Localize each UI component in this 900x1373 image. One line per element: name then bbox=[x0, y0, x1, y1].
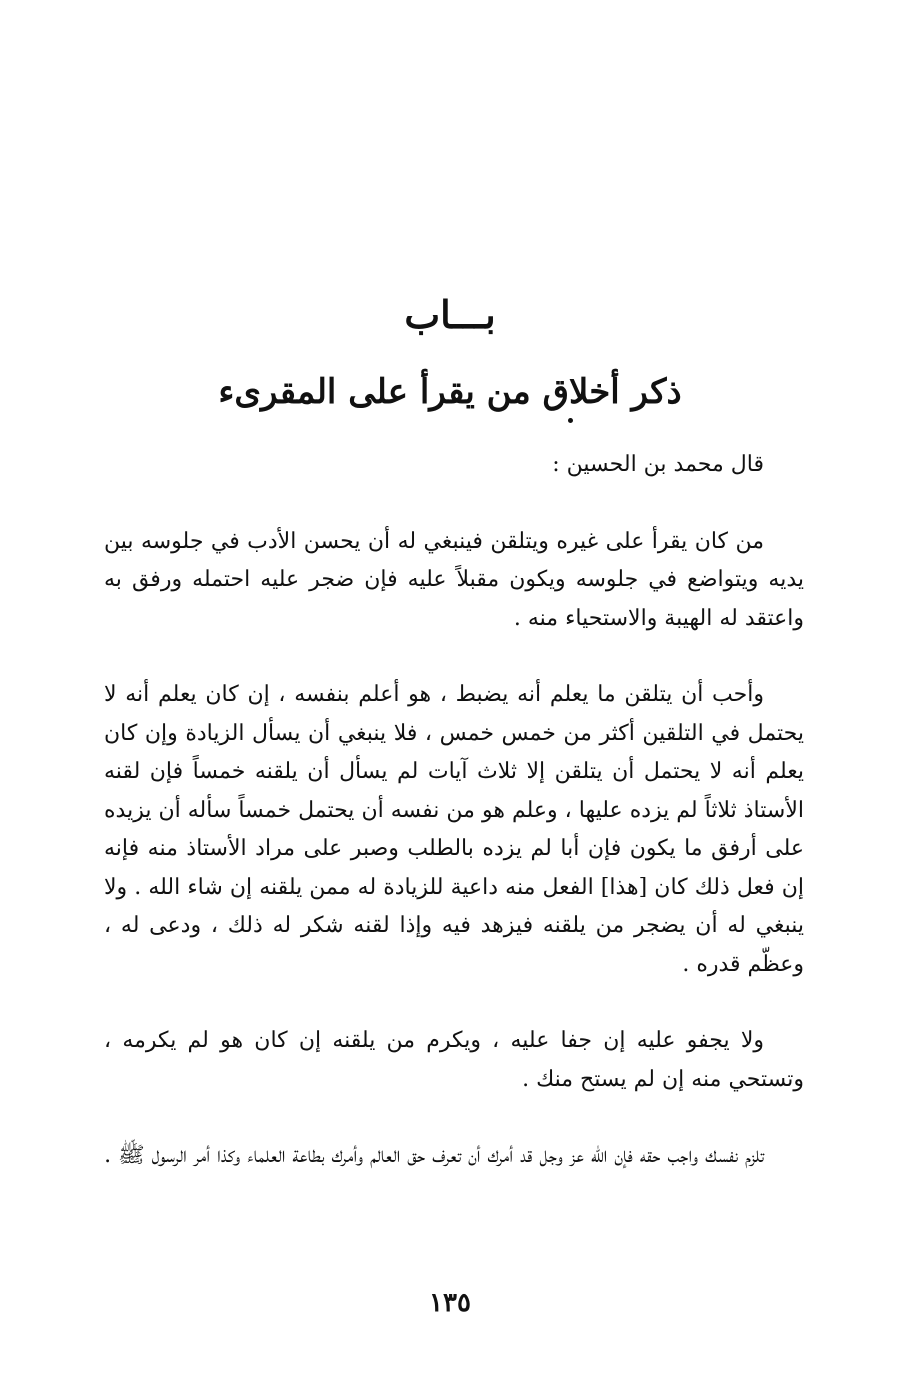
chapter-label: بـــاب bbox=[404, 292, 496, 337]
narrator-intro: قال محمد بن الحسين : bbox=[552, 452, 764, 477]
title-ornament-dot bbox=[568, 418, 573, 423]
paragraph-2: وأحب أن يتلقن ما يعلم أنه يضبط ، هو أعلم بنفسه ، إن كان يعلم أنه لا يحتمل في التلقين أكثر من خمس خمس ، فلا ينبغي أن يسأل الزيادة وإن كان يعلم أنه لا يحتمل أن يتلقن إلا ثلاث آيات لم يسأل أن يلقنه خمساً فإن لقنه الأستاذ ثلاثاً لم يزده عليها ، وعلم هو من نفسه أن يحتمل خمساً سأله أن يزيده على أرفق ما يكون فإن أبا لم يزده بالطلب وصبر على مراد الأستاذ منه فإنه إن فعل ذلك كان [هذا] الفعل منه داعية للزيادة له ممن يلقنه إن شاء الله . ولا ينبغي له أن يضجر من يلقنه فيزهد فيه وإذا لقنه شكر له ذلك ، ودعى له ، وعظّم قدره . bbox=[104, 682, 804, 977]
paragraph-4: تلزم نفسك واجب حقه فإن الله عز وجل قد أمرك أن تعرف حق العالم وأمرك بطاعة العلماء وكذا أمر الرسول ﷺ . bbox=[104, 1143, 764, 1168]
page-body bbox=[104, 446, 804, 1176]
chapter-title: ذكر أخلاق من يقرأ على المقرىء bbox=[218, 372, 682, 412]
page-number: ١٣٥ bbox=[429, 1288, 471, 1318]
paragraph-3: ولا يجفو عليه إن جفا عليه ، ويكرم من يلقنه إن كان هو لم يكرمه ، وتستحي منه إن لم يستح منك . bbox=[104, 1028, 804, 1092]
paragraph-1: من كان يقرأ على غيره ويتلقن فينبغي له أن يحسن الأدب في جلوسه بين يديه ويتواضع في جلوسه ويكون مقبلاً عليه فإن ضجر عليه احتمله ورفق به واعتقد له الهيبة والاستحياء منه . bbox=[104, 528, 804, 631]
